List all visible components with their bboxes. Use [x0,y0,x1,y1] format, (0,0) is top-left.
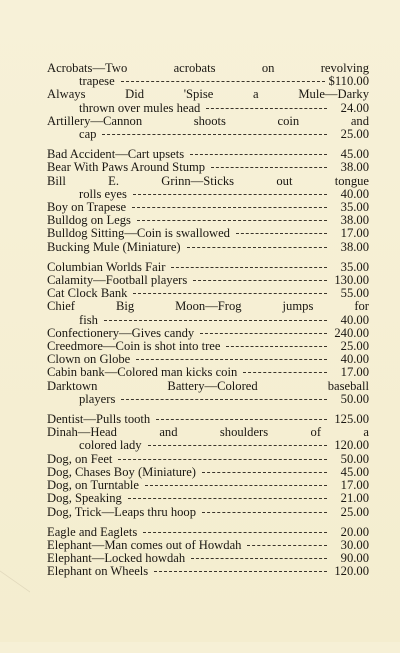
item-description: Darktown Battery—Colored baseball [47,378,369,393]
item-price: 40.00 [340,312,369,327]
dotted-leader [133,293,327,294]
item-description: Bucking Mule (Miniature) [47,239,181,254]
dotted-leader [202,472,327,473]
item-description: players [79,391,116,406]
item-description: Dog, Trick—Leaps thru hoop [47,504,197,519]
item-line-with-price [47,492,369,505]
dotted-leader [190,154,327,155]
dotted-leader [247,545,327,546]
list-item [47,62,369,88]
item-line-with-price [47,565,369,578]
list-item [47,380,369,406]
list-item [47,453,369,466]
item-description: Chief Big Moon—Frog jumps for [47,299,369,314]
list-item [47,161,369,174]
dotted-leader [102,134,327,135]
item-description: colored lady [79,438,142,453]
item-description: Dog, Chases Boy (Miniature) [47,464,197,479]
dotted-leader [243,372,327,373]
item-description: Clown on Globe [47,352,131,367]
dotted-leader [193,280,327,281]
item-line-with-price [47,314,369,327]
paper-crease [0,570,30,652]
item-price: 30.00 [340,537,369,552]
dotted-leader [187,247,327,248]
item-description: Always Did 'Spise a Mule—Darky [47,87,369,102]
item-price: 50.00 [340,391,369,406]
item-line-with-price [47,161,369,174]
item-price: 55.00 [340,286,369,301]
item-price: 125.00 [334,412,369,427]
dotted-leader [211,167,327,168]
item-description: Bulldog Sitting—Coin is swallowed [47,226,230,241]
item-price: 40.00 [340,186,369,201]
item-line-with-price [47,128,369,141]
item-price: 21.00 [340,491,369,506]
dotted-leader [136,359,327,360]
dotted-leader [236,233,327,234]
dotted-leader [226,346,327,347]
item-description: Dog, Speaking [47,491,122,506]
dotted-leader [121,399,327,400]
item-description: trapese [79,74,115,89]
item-description: Cabin bank—Colored man kicks coin [47,365,238,380]
list-item [47,526,369,539]
dotted-leader [133,194,327,195]
dotted-leader [202,512,327,513]
item-line-with-price [47,453,369,466]
item-description: Elephant—Locked howdah [47,551,186,566]
item-description: Columbian Worlds Fair [47,259,166,274]
item-description: cap [79,127,97,142]
dotted-leader [132,207,327,208]
list-item [47,492,369,505]
item-description: Eagle and Eaglets [47,524,138,539]
list-item [47,241,369,254]
list-item [47,426,369,452]
item-description: Acrobats—Two acrobats on revolving [47,61,369,75]
item-price: 35.00 [340,259,369,274]
item-price: 20.00 [340,524,369,539]
item-price: 38.00 [340,239,369,254]
item-price: 120.00 [334,438,369,453]
item-description: Artillery—Cannon shoots coin and [47,113,369,128]
list-item [47,88,369,114]
item-line [47,88,369,101]
dotted-leader [128,498,327,499]
item-price: 25.00 [340,127,369,142]
item-line-with-price [47,526,369,539]
item-description: Confectionery—Gives candy [47,325,195,340]
item-line [47,300,369,313]
dotted-leader [191,558,327,559]
item-line-with-price [47,506,369,519]
item-line-with-price [47,241,369,254]
item-description: thrown over mules head [79,100,201,115]
item-description: Dinah—Head and shoulders of a [47,425,369,440]
item-description: Elephant on Wheels [47,564,149,579]
item-line [47,175,369,188]
dotted-leader [104,320,327,321]
item-price: 17.00 [340,365,369,380]
item-description: Bear With Paws Around Stump [47,160,206,175]
dotted-leader [171,267,327,268]
item-description: Calamity—Football players [47,273,188,288]
list-item [47,565,369,578]
dotted-leader [154,571,327,572]
dotted-leader [145,485,327,486]
item-price: 90.00 [340,551,369,566]
item-price: 25.00 [340,339,369,354]
item-price: 45.00 [340,464,369,479]
item-description: Boy on Trapese [47,200,127,215]
item-price: 130.00 [334,273,369,288]
item-description: Dog, on Turntable [47,478,140,493]
item-price: 38.00 [340,213,369,228]
item-line-with-price [47,227,369,240]
item-price: 50.00 [340,451,369,466]
item-line-with-price [47,393,369,406]
item-description: fish [79,312,98,327]
item-price: 35.00 [340,200,369,215]
list-item [47,175,369,201]
bank-price-list [47,62,369,579]
dotted-leader [156,419,327,420]
item-description: Cat Clock Bank [47,286,128,301]
item-description: rolls eyes [79,186,127,201]
item-price: $110.00 [328,74,369,89]
item-description: Bill E. Grinn—Sticks out tongue [47,173,369,188]
item-price: 40.00 [340,352,369,367]
list-item [47,227,369,240]
item-price: 38.00 [340,160,369,175]
item-line [47,380,369,393]
dotted-leader [200,333,327,334]
item-line-with-price [47,366,369,379]
item-price: 24.00 [340,100,369,115]
dotted-leader [121,81,325,82]
dotted-leader [143,532,327,533]
dotted-leader [206,108,327,109]
item-description: Dentist—Pulls tooth [47,412,151,427]
item-description: Creedmore—Coin is shot into tree [47,339,221,354]
item-price: 45.00 [340,147,369,162]
dotted-leader [148,445,327,446]
item-line-with-price [47,439,369,452]
item-description: Elephant—Man comes out of Howdah [47,537,242,552]
list-item [47,115,369,141]
list-item [47,366,369,379]
item-price: 240.00 [334,325,369,340]
item-description: Dog, on Feet [47,451,113,466]
dotted-leader [118,459,327,460]
item-description: Bad Accident—Cart upsets [47,147,185,162]
item-price: 17.00 [340,226,369,241]
list-item [47,300,369,326]
item-line-with-price [47,102,369,115]
dotted-leader [137,220,327,221]
list-item [47,506,369,519]
item-description: Bulldog on Legs [47,213,131,228]
item-price: 120.00 [334,564,369,579]
item-price: 17.00 [340,478,369,493]
item-price: 25.00 [340,504,369,519]
